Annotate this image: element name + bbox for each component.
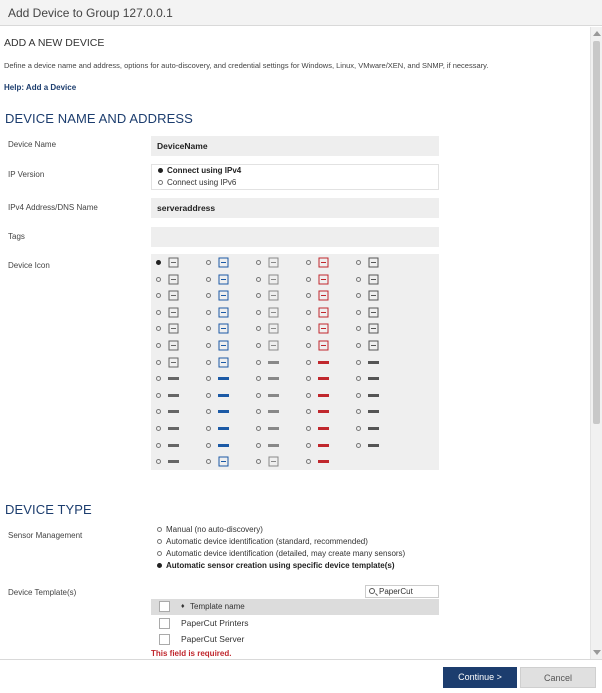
radio-dot	[156, 343, 161, 348]
radio-dot	[256, 393, 261, 398]
fujitsu-logo-icon	[368, 390, 379, 401]
device-icon-option[interactable]	[306, 454, 356, 470]
device-icon-option[interactable]	[306, 288, 356, 304]
template-name: PaperCut Printers	[181, 618, 249, 628]
row-checkbox[interactable]	[159, 634, 170, 645]
document-icon	[368, 257, 379, 268]
section-title-name-address: DEVICE NAME AND ADDRESS	[5, 111, 193, 126]
netapp-logo-icon	[168, 440, 179, 451]
radio-dot	[356, 293, 361, 298]
device-icon-grid	[151, 254, 439, 470]
device-icon-option[interactable]	[156, 288, 206, 304]
desk-icon	[318, 323, 329, 334]
device-icon-option[interactable]	[156, 272, 206, 288]
device-icon-option[interactable]	[206, 272, 256, 288]
device-icon-option[interactable]	[356, 272, 406, 288]
radio-dot	[206, 459, 211, 464]
device-icon-option[interactable]	[306, 438, 356, 454]
device-icon-option[interactable]	[206, 388, 256, 404]
nas-icon	[218, 340, 229, 351]
device-icon-option[interactable]	[306, 338, 356, 354]
radio-dot	[306, 360, 311, 365]
dialog-title: Add Device to Group 127.0.0.1	[8, 6, 173, 20]
monitor-icon	[268, 257, 279, 268]
device-icon-option[interactable]	[256, 438, 306, 454]
device-name-label: Device Name	[8, 140, 57, 149]
radio-dot	[158, 168, 163, 173]
radio-ipv6[interactable]: Connect using IPv6	[152, 177, 438, 189]
brand-logo-icon	[268, 423, 279, 434]
device-icon-option[interactable]	[206, 355, 256, 371]
ip-version-label: IP Version	[8, 170, 45, 179]
brand-logo-icon	[168, 406, 179, 417]
section-title-device-type: DEVICE TYPE	[5, 502, 92, 517]
chip-icon	[268, 340, 279, 351]
radio-dot	[206, 360, 211, 365]
device-icon-option[interactable]	[356, 338, 406, 354]
device-icon-option[interactable]	[306, 388, 356, 404]
android-icon	[318, 274, 329, 285]
brand-logo-icon	[318, 423, 329, 434]
mail-icon	[368, 340, 379, 351]
help-link[interactable]: Help: Add a Device	[4, 83, 77, 92]
grid-icon	[318, 257, 329, 268]
radio-dot	[206, 409, 211, 414]
radio-dot	[156, 326, 161, 331]
dialog-content[interactable]	[0, 27, 590, 659]
radio-dot	[156, 409, 161, 414]
device-icon-option[interactable]	[256, 388, 306, 404]
tags-label: Tags	[8, 232, 25, 241]
intro-description: Define a device name and address, options for auto-discovery, and credential settings for Windows, Linux, VMware/XEN, and SNMP, if necessary.	[4, 61, 489, 70]
device-icon-option[interactable]	[206, 288, 256, 304]
device-icon-option[interactable]	[256, 355, 306, 371]
radio-dot	[256, 360, 261, 365]
radio-dot	[356, 443, 361, 448]
device-icon-option[interactable]	[356, 371, 406, 387]
radio-dot	[206, 443, 211, 448]
radio-dot	[206, 426, 211, 431]
device-icon-option[interactable]	[306, 371, 356, 387]
radio-dot	[156, 393, 161, 398]
amd-logo-icon	[318, 357, 329, 368]
radio-dot	[356, 360, 361, 365]
radio-dot	[157, 539, 162, 544]
template-row[interactable]	[151, 616, 439, 631]
windows-icon	[268, 290, 279, 301]
radio-dot	[306, 310, 311, 315]
samsung-logo-icon	[368, 440, 379, 451]
radio-dot	[157, 527, 162, 532]
radio-dot	[306, 459, 311, 464]
device-icon-option[interactable]	[356, 438, 406, 454]
device-icon-option[interactable]	[356, 421, 406, 437]
device-icon-option[interactable]	[306, 305, 356, 321]
device-icon-option[interactable]	[256, 371, 306, 387]
radio-dot	[206, 393, 211, 398]
cpu-icon	[218, 323, 229, 334]
d-logo-icon	[218, 390, 229, 401]
radio-dot	[356, 326, 361, 331]
brand-logo-icon	[318, 440, 329, 451]
scroll-up-icon[interactable]	[593, 31, 601, 36]
device-icon-option[interactable]	[356, 288, 406, 304]
search-icon	[369, 588, 375, 594]
device-icon-option[interactable]	[306, 355, 356, 371]
apple-icon	[168, 290, 179, 301]
device-icon-label: Device Icon	[8, 261, 50, 270]
disk-icon	[318, 290, 329, 301]
brand-logo-icon	[368, 423, 379, 434]
tags-input[interactable]	[151, 227, 439, 247]
device-icon-option[interactable]	[206, 338, 256, 354]
network-icon	[168, 323, 179, 334]
scroll-down-icon[interactable]	[593, 650, 601, 655]
radio-dot	[356, 310, 361, 315]
radio-dot	[256, 277, 261, 282]
close-box-icon	[318, 340, 329, 351]
device-icon-option[interactable]	[356, 355, 406, 371]
device-icon-option[interactable]	[356, 388, 406, 404]
square-icon	[368, 290, 379, 301]
device-icon-option[interactable]	[206, 371, 256, 387]
brand-logo-icon	[218, 440, 229, 451]
copy-icon	[218, 290, 229, 301]
brand-logo-icon	[318, 456, 329, 467]
dell-logo-icon	[168, 390, 179, 401]
radio-dot	[356, 376, 361, 381]
brand-logo-icon	[218, 423, 229, 434]
continue-button[interactable]: Continue >	[443, 667, 517, 688]
device-icon-option[interactable]	[206, 421, 256, 437]
device-icon-option[interactable]	[256, 404, 306, 420]
radio-dot	[256, 443, 261, 448]
device-icon-option[interactable]	[256, 321, 306, 337]
sort-icon[interactable]: ♦	[181, 603, 185, 610]
radio-dot	[306, 293, 311, 298]
radio-dot	[256, 326, 261, 331]
apc-logo-icon	[368, 357, 379, 368]
brand-logo-icon	[218, 373, 229, 384]
radio-dot	[156, 293, 161, 298]
radio-dot	[206, 277, 211, 282]
sensor-management-radio-group	[151, 524, 439, 574]
radio-dot	[306, 443, 311, 448]
sensor-management-label: Sensor Management	[8, 531, 83, 540]
radio-dot	[306, 376, 311, 381]
radio-dot	[157, 563, 162, 568]
radio-dot	[256, 310, 261, 315]
device-templates-label: Device Template(s)	[8, 588, 77, 597]
radio-dot	[206, 293, 211, 298]
device-icon-option[interactable]	[306, 272, 356, 288]
building-icon	[268, 307, 279, 318]
template-name: PaperCut Server	[181, 634, 245, 644]
device-icon-option[interactable]	[156, 404, 206, 420]
device-icon-option[interactable]	[156, 305, 206, 321]
template-name-column-header[interactable]: Template name	[190, 602, 245, 611]
device-icon-option[interactable]	[156, 388, 206, 404]
dialog-titlebar	[0, 0, 602, 26]
radio-dot	[256, 376, 261, 381]
radio-dot	[356, 393, 361, 398]
radio-dot	[256, 260, 261, 265]
window-icon	[218, 274, 229, 285]
huawei-logo-icon	[268, 406, 279, 417]
radio-dot	[306, 426, 311, 431]
wifi-icon	[268, 323, 279, 334]
device-icon-option[interactable]	[206, 454, 256, 470]
radio-dot	[156, 443, 161, 448]
radio-dot	[156, 260, 161, 265]
radio-dot	[256, 426, 261, 431]
device-icon-option[interactable]	[306, 404, 356, 420]
device-icon-option[interactable]	[156, 438, 206, 454]
radio-dot	[156, 310, 161, 315]
radio-dot	[157, 551, 162, 556]
device-icon-option[interactable]	[306, 321, 356, 337]
blue-box-icon	[218, 456, 229, 467]
oki-logo-icon	[268, 440, 279, 451]
radio-dot	[206, 326, 211, 331]
sony-logo-icon	[168, 456, 179, 467]
server-red-icon	[218, 257, 229, 268]
select-all-checkbox[interactable]	[159, 601, 170, 612]
printer-icon	[318, 307, 329, 318]
device-icon-option[interactable]	[256, 305, 306, 321]
hp-logo-icon	[218, 406, 229, 417]
radio-auto-detailed[interactable]: Automatic device identification (detailed, may create many sensors)	[151, 548, 439, 560]
radio-dot	[356, 260, 361, 265]
device-icon-option[interactable]	[256, 272, 306, 288]
brand-logo-icon	[318, 373, 329, 384]
radio-dot	[306, 260, 311, 265]
device-icon-option[interactable]	[206, 404, 256, 420]
vertical-scrollbar[interactable]	[590, 27, 602, 659]
address-label: IPv4 Address/DNS Name	[8, 203, 98, 212]
device-name-input[interactable]: DeviceName	[151, 136, 439, 156]
device-icon-option[interactable]	[256, 288, 306, 304]
device-icon-option[interactable]	[156, 454, 206, 470]
radio-dot	[256, 343, 261, 348]
template-table-header	[151, 599, 439, 615]
dialog-footer	[0, 659, 602, 693]
radio-dot	[306, 393, 311, 398]
radio-manual[interactable]: Manual (no auto-discovery)	[151, 524, 439, 536]
radio-dot	[356, 409, 361, 414]
gauge-icon	[218, 357, 229, 368]
emc-logo-icon	[268, 390, 279, 401]
radio-dot	[306, 343, 311, 348]
radio-dot	[306, 409, 311, 414]
device-icon-option[interactable]	[156, 338, 206, 354]
radio-dot	[156, 376, 161, 381]
cisco-logo-icon	[368, 373, 379, 384]
device-icon-option[interactable]	[156, 255, 206, 271]
list-icon	[268, 274, 279, 285]
device-icon-option[interactable]	[156, 371, 206, 387]
radio-dot	[356, 343, 361, 348]
device-icon-option[interactable]	[356, 255, 406, 271]
radio-dot	[206, 343, 211, 348]
template-row[interactable]	[151, 632, 439, 647]
radio-dot	[156, 360, 161, 365]
device-icon-option[interactable]	[256, 338, 306, 354]
storage-icon	[168, 274, 179, 285]
acer-logo-icon	[268, 357, 279, 368]
template-search-input[interactable]: PaperCut	[365, 585, 439, 598]
radio-dot	[206, 310, 211, 315]
brand-logo-icon	[168, 423, 179, 434]
device-icon-option[interactable]	[206, 305, 256, 321]
intel-logo-icon	[368, 406, 379, 417]
device-icon-option[interactable]	[306, 421, 356, 437]
device-icon-option[interactable]	[306, 255, 356, 271]
apple-logo-icon	[168, 373, 179, 384]
radio-dot	[256, 459, 261, 464]
device-icon-option[interactable]	[256, 454, 306, 470]
ibm-logo-icon	[318, 406, 329, 417]
box-icon	[368, 307, 379, 318]
add-device-heading: ADD A NEW DEVICE	[4, 37, 105, 49]
device-icon-option[interactable]	[156, 355, 206, 371]
device-icon-option[interactable]	[356, 321, 406, 337]
radio-dot	[256, 409, 261, 414]
row-checkbox[interactable]	[159, 618, 170, 629]
device-icon-option[interactable]	[356, 305, 406, 321]
scrollbar-thumb[interactable]	[593, 41, 600, 424]
radio-dot	[156, 277, 161, 282]
device-icon-option[interactable]	[356, 404, 406, 420]
radio-dot	[206, 376, 211, 381]
radio-dot	[306, 326, 311, 331]
radio-dot	[306, 277, 311, 282]
server-icon	[168, 257, 179, 268]
device-icon-option[interactable]	[256, 255, 306, 271]
device-icon-option[interactable]	[206, 438, 256, 454]
radio-dot	[256, 293, 261, 298]
phone-icon	[168, 340, 179, 351]
radio-auto-standard[interactable]: Automatic device identification (standard, recommended)	[151, 536, 439, 548]
image-icon	[168, 357, 179, 368]
ip-version-radio-group	[151, 164, 439, 190]
printer-icon	[368, 274, 379, 285]
gear-icon	[268, 456, 279, 467]
device-icon-option[interactable]	[206, 255, 256, 271]
cancel-button[interactable]: Cancel	[520, 667, 596, 688]
device-icon-option[interactable]	[256, 421, 306, 437]
rack-icon	[218, 307, 229, 318]
laptop-icon	[168, 307, 179, 318]
radio-ipv4[interactable]: Connect using IPv4	[152, 165, 438, 177]
device-icon-option[interactable]	[206, 321, 256, 337]
radio-dot	[156, 426, 161, 431]
brother-logo-icon	[268, 373, 279, 384]
radio-template[interactable]: Automatic sensor creation using specific device template(s)	[151, 560, 439, 572]
radio-dot	[356, 426, 361, 431]
device-icon-option[interactable]	[156, 321, 206, 337]
radio-dot	[356, 277, 361, 282]
radio-dot	[206, 260, 211, 265]
device-icon-option[interactable]	[156, 421, 206, 437]
epson-logo-icon	[318, 390, 329, 401]
template-error-message: This field is required.	[151, 649, 232, 658]
radio-dot	[158, 180, 163, 185]
signal-icon	[368, 323, 379, 334]
radio-dot	[156, 459, 161, 464]
address-input[interactable]: serveraddress	[151, 198, 439, 218]
